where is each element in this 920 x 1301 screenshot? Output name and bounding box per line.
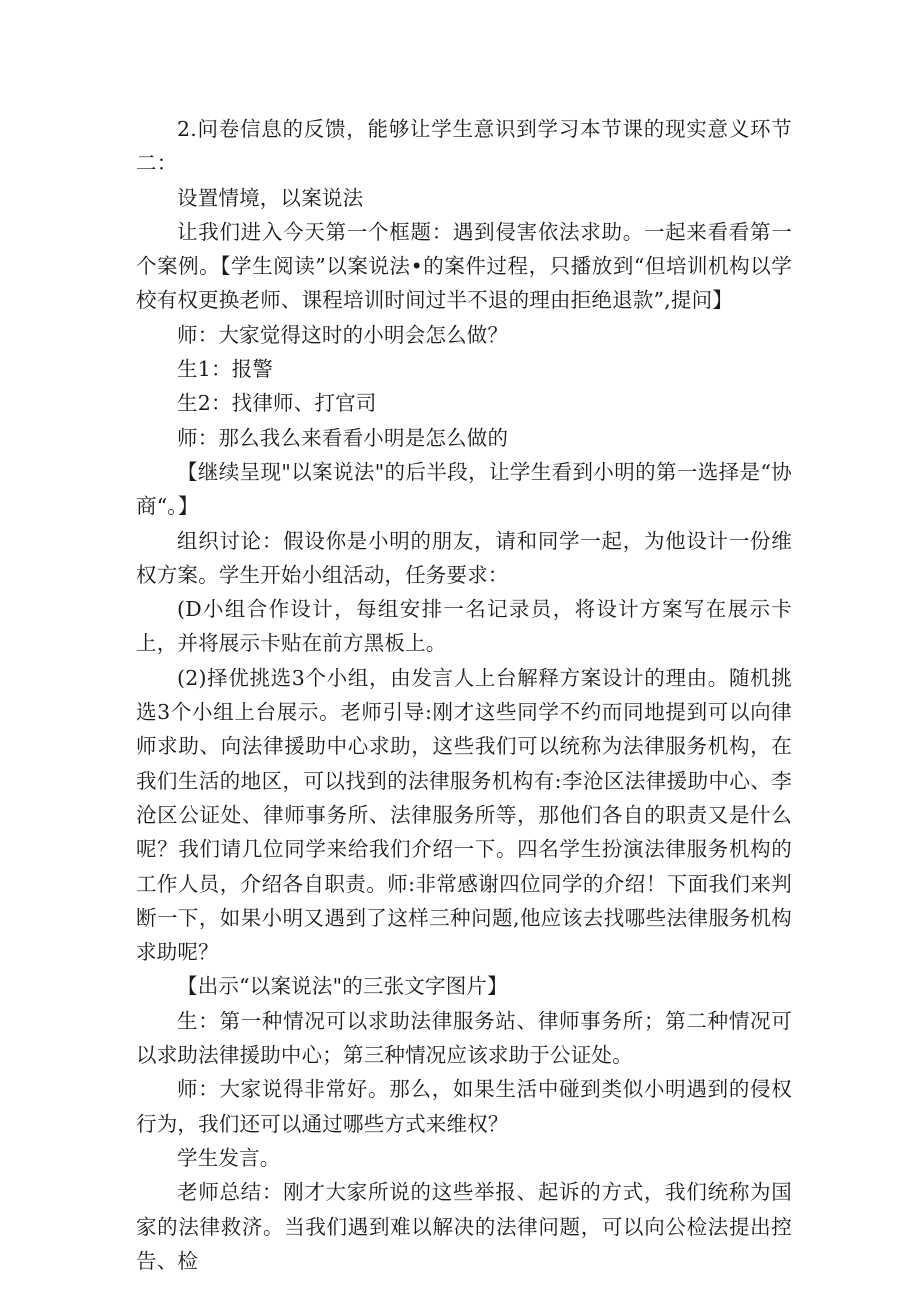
paragraph-discussion: 组织讨论：假设你是小明的朋友，请和同学一起，为他设计一份维权方案。学生开始小组活动，任务要求：	[136, 528, 792, 587]
paragraph-case-continue: 【继续呈现"以案说法"的后半段，让学生看到小明的第一选择是“协商“。】	[136, 459, 792, 519]
paragraph-feedback: 2.问卷信息的反馈，能够让学生意识到学习本节课的现实意义环节二：	[136, 117, 792, 176]
paragraph-teacher-followup: 师：那么我么来看看小明是怎么做的	[177, 425, 509, 450]
paragraph-task-2: (2)择优挑选3个小组，由发言人上台解释方案设计的理由。随机挑选3个小组上台展示。老师引导:刚才这些同学不约而同地提到可以向律师求助、向法律援助中心求助，这些我们可以统称为法律服务机构，在我们生活的地区，可以找到的法律服务机构有:李沧区法律援助中心、李沧区公证处、律师事务所、法律服务所等，那他们各自的职责又是什么呢？我们请几位同学来给我们介绍一下。四名学生扮演法律服务机构的工作人员，介绍各自职责。师:非常感谢四位同学的介绍！下面我们来判断一下，如果小明又遇到了这样三种问题,他应该去找哪些法律服务机构求助呢？	[136, 665, 792, 965]
paragraph-teacher-question: 师：大家觉得这时的小明会怎么做？	[177, 322, 509, 347]
paragraph-intro-case: 让我们进入今天第一个框题：遇到侵害依法求助。一起来看看第一个案例。【学生阅读”以案说法•的案件过程，只播放到“但培训机构以学校有权更换老师、课程培训时间过半不退的理由拒绝退款”,提问】	[136, 219, 792, 313]
paragraph-student-2: 生2：找律师、打官司	[177, 391, 377, 416]
paragraph-teacher-praise: 师：大家说得非常好。那么，如果生活中碰到类似小明遇到的侵权行为，我们还可以通过哪些方式来维权？	[136, 1077, 792, 1136]
paragraph-teacher-summary: 老师总结：刚才大家所说的这些举报、起诉的方式，我们统称为国家的法律救济。当我们遇到难以解决的法律问题，可以向公检法提出控告、检	[136, 1180, 792, 1273]
paragraph-student-1: 生1：报警	[177, 357, 274, 382]
paragraph-section-title: 设置情境，以案说法	[177, 185, 364, 210]
paragraph-student-speak: 学生发言。	[177, 1145, 281, 1170]
paragraph-student-answer: 生：第一种情况可以求助法律服务站、律师事务所；第二种情况可以求助法律援助中心；第三种情况应该求助于公证处。	[136, 1008, 792, 1068]
paragraph-task-1: (D小组合作设计，每组安排一名记录员，将设计方案写在展示卡上，并将展示卡贴在前方黑板上。	[136, 597, 792, 656]
document-body	[136, 112, 792, 1278]
paragraph-show-images: 【出示“以案说法"的三张文字图片】	[177, 974, 508, 999]
